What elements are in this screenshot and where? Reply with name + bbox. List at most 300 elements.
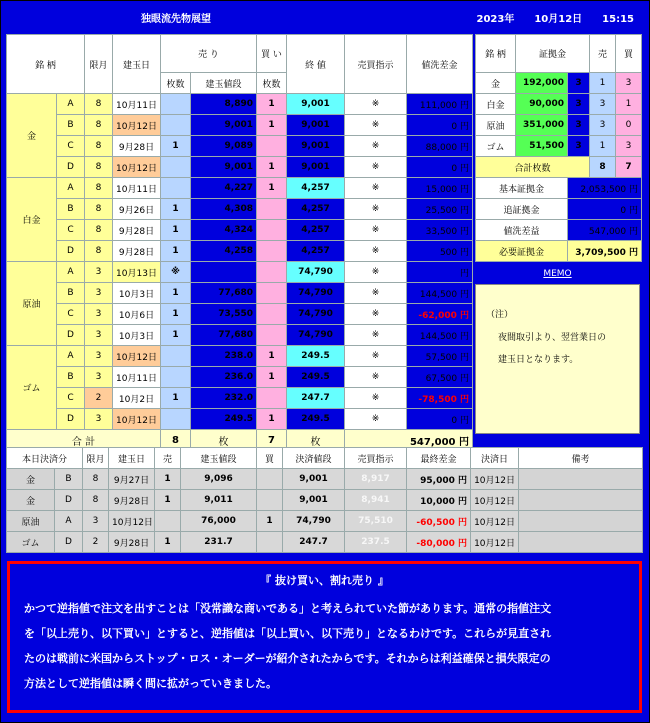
diff-amount: 33,500 円: [407, 220, 473, 241]
col-signal: 売買指示: [345, 35, 407, 94]
stat-value: 3,709,500 円: [568, 241, 642, 262]
settle-price: 76,000: [181, 511, 257, 532]
sell-qty: [161, 346, 191, 367]
diff-amount: 25,500 円: [407, 199, 473, 220]
settle-diff: -60,500 円: [407, 511, 471, 532]
margin-qty: 3: [568, 115, 590, 136]
stat-label: 追証拠金: [476, 199, 568, 220]
close-price: 74,790: [287, 283, 345, 304]
signal: ※: [345, 115, 407, 136]
buy-qty: [257, 304, 287, 325]
sell-qty: 1: [161, 136, 191, 157]
contract-code: B: [57, 283, 85, 304]
r-col-name: 銘 柄: [476, 35, 516, 73]
entry-date: 10月12日: [113, 115, 161, 136]
margin-name: ゴム: [476, 136, 516, 157]
s-col-date: 建玉日: [109, 448, 155, 469]
s-col-sig: 売買指示: [345, 448, 407, 469]
sell-qty: 1: [161, 388, 191, 409]
entry-date: 10月6日: [113, 304, 161, 325]
signal: ※: [345, 157, 407, 178]
buy-qty: 1: [257, 157, 287, 178]
position-row: [7, 241, 473, 262]
stat-label: 基本証拠金: [476, 178, 568, 199]
col-name: 銘 柄: [7, 35, 85, 94]
entry-date: 10月11日: [113, 367, 161, 388]
settle-price: 9,096: [181, 469, 257, 490]
margin-sell: 1: [590, 73, 616, 94]
buy-qty: 1: [257, 346, 287, 367]
s-col-fd: 最終差金: [407, 448, 471, 469]
signal: ※: [345, 199, 407, 220]
position-row: [7, 94, 473, 115]
diff-amount: 0 円: [407, 115, 473, 136]
group-name: 原油: [7, 262, 57, 346]
sell-qty: 1: [161, 241, 191, 262]
contract-code: C: [57, 388, 85, 409]
signal: ※: [345, 388, 407, 409]
diff-amount: 57,500 円: [407, 346, 473, 367]
contract-code: A: [57, 94, 85, 115]
total-buy: 7: [257, 430, 287, 452]
margin-row: [476, 115, 642, 136]
position-row: [7, 178, 473, 199]
close-price: 4,257: [287, 241, 345, 262]
note-line: たのは戦前に米国からストップ・ロス・オーダーが紹介されたからです。それからは利益確保と損失限定の: [24, 652, 551, 665]
close-price: 74,790: [287, 262, 345, 283]
close-price: 9,001: [287, 157, 345, 178]
entry-price: 4,308: [191, 199, 257, 220]
entry-price: 9,001: [191, 157, 257, 178]
signal: ※: [345, 367, 407, 388]
sell-qty: [161, 409, 191, 430]
settle-row: [7, 490, 643, 511]
s-col-sell: 売: [155, 448, 181, 469]
s-col-price: 建玉値段: [181, 448, 257, 469]
settle-row: [7, 511, 643, 532]
memo-line: （注）: [486, 310, 514, 320]
sell-qty: 1: [161, 304, 191, 325]
close-price: 247.7: [287, 388, 345, 409]
entry-price: 238.0: [191, 346, 257, 367]
signal: ※: [345, 346, 407, 367]
stat-row: [476, 178, 642, 199]
signal: ※: [345, 283, 407, 304]
settle-buy: [257, 469, 283, 490]
gen-month: 2: [85, 388, 113, 409]
gen-month: 8: [85, 115, 113, 136]
close-price: 9,001: [287, 94, 345, 115]
contract-code: D: [57, 409, 85, 430]
settle-signal: 237.5: [345, 532, 407, 553]
diff-amount: 67,500 円: [407, 367, 473, 388]
close-price: 4,257: [287, 220, 345, 241]
contract-code: A: [57, 262, 85, 283]
total-label: 合 計: [7, 430, 161, 452]
signal: ※: [345, 241, 407, 262]
gen-month: 8: [85, 178, 113, 199]
settle-price-final: 74,790: [283, 511, 345, 532]
close-price: 249.5: [287, 346, 345, 367]
signal: ※: [345, 409, 407, 430]
gen-month: 3: [85, 409, 113, 430]
sell-qty: 1: [161, 325, 191, 346]
margin-name: 原油: [476, 115, 516, 136]
contract-code: C: [57, 220, 85, 241]
settle-day: 10月12日: [471, 490, 519, 511]
diff-amount: 500 円: [407, 241, 473, 262]
settle-buy: [257, 532, 283, 553]
note-line: 方法として逆指値は瞬く間に拡がっていきました。: [24, 677, 277, 690]
position-row: [7, 262, 473, 283]
position-row: [7, 304, 473, 325]
contract-code: B: [57, 115, 85, 136]
buy-qty: 1: [257, 409, 287, 430]
entry-date: 10月12日: [113, 409, 161, 430]
memo-title: MEMO: [543, 269, 572, 279]
diff-amount: 88,000 円: [407, 136, 473, 157]
settle-price-final: 9,001: [283, 490, 345, 511]
gen-month: 3: [85, 367, 113, 388]
margin-qty: 3: [568, 94, 590, 115]
diff-amount: 144,500 円: [407, 283, 473, 304]
diff-amount: 111,000 円: [407, 94, 473, 115]
gen-month: 3: [85, 346, 113, 367]
memo-box: [475, 284, 640, 434]
positions-table: [6, 34, 473, 452]
settle-day: 10月12日: [471, 532, 519, 553]
settle-name: 金: [7, 490, 55, 511]
entry-date: 9月28日: [113, 136, 161, 157]
settle-date: 9月27日: [109, 469, 155, 490]
settle-signal: 75,510: [345, 511, 407, 532]
entry-date: 10月13日: [113, 262, 161, 283]
total-sell: 8: [161, 430, 191, 452]
buy-qty: [257, 262, 287, 283]
margin-buy: 3: [616, 136, 642, 157]
position-row: [7, 157, 473, 178]
page-title: 独眼流先物展望: [141, 13, 211, 25]
sell-qty: [161, 367, 191, 388]
entry-price: 4,258: [191, 241, 257, 262]
total-buy-unit: 枚: [287, 430, 345, 452]
contract-code: A: [57, 346, 85, 367]
sell-qty: [161, 94, 191, 115]
settle-date: 9月28日: [109, 490, 155, 511]
margin-buy: 3: [616, 73, 642, 94]
settle-row: [7, 469, 643, 490]
margin-qty: 3: [568, 136, 590, 157]
position-row: [7, 220, 473, 241]
s-col-sd: 決済日: [471, 448, 519, 469]
settle-buy: [257, 490, 283, 511]
entry-price: 232.0: [191, 388, 257, 409]
buy-qty: [257, 388, 287, 409]
stat-row: [476, 220, 642, 241]
contract-code: C: [57, 136, 85, 157]
sell-qty: [161, 115, 191, 136]
close-price: 4,257: [287, 178, 345, 199]
group-name: ゴム: [7, 346, 57, 430]
title-bar: [6, 6, 644, 28]
settle-gen: 3: [83, 511, 109, 532]
gen-month: 3: [85, 325, 113, 346]
count-label: 合計枚数: [476, 157, 590, 178]
col-price: 建玉値段: [191, 73, 257, 94]
col-buy-qty: 枚数: [257, 73, 287, 94]
r-col-sell: 売: [590, 35, 616, 73]
buy-qty: 1: [257, 94, 287, 115]
settle-day: 10月12日: [471, 469, 519, 490]
position-row: [7, 325, 473, 346]
gen-month: 8: [85, 241, 113, 262]
r-col-buy: 買: [616, 35, 642, 73]
count-buy: 7: [616, 157, 642, 178]
r-col-margin: 証拠金: [516, 35, 590, 73]
entry-date: 10月2日: [113, 388, 161, 409]
gen-month: 3: [85, 262, 113, 283]
gen-month: 8: [85, 94, 113, 115]
margin-buy: 0: [616, 115, 642, 136]
signal: ※: [345, 325, 407, 346]
entry-price: 9,001: [191, 115, 257, 136]
settle-sell: 1: [155, 490, 181, 511]
count-sell: 8: [590, 157, 616, 178]
buy-qty: [257, 325, 287, 346]
sell-qty: 1: [161, 220, 191, 241]
s-col-sp: 決済値段: [283, 448, 345, 469]
buy-qty: [257, 241, 287, 262]
entry-price: 4,227: [191, 178, 257, 199]
close-price: 4,257: [287, 199, 345, 220]
buy-qty: 1: [257, 115, 287, 136]
settle-diff: -80,000 円: [407, 532, 471, 553]
signal: ※: [345, 136, 407, 157]
s-col-buy: 買: [257, 448, 283, 469]
memo-line: 夜間取引より、翌営業日の: [498, 333, 607, 343]
close-price: 9,001: [287, 136, 345, 157]
signal: ※: [345, 220, 407, 241]
settle-price: 9,011: [181, 490, 257, 511]
total-sell-unit: 枚: [191, 430, 257, 452]
gen-month: 8: [85, 199, 113, 220]
diff-amount: 円: [407, 262, 473, 283]
margin-qty: 3: [568, 73, 590, 94]
col-sell: 売 り: [161, 35, 257, 73]
settle-diff: 95,000 円: [407, 469, 471, 490]
settle-day: 10月12日: [471, 511, 519, 532]
settle-name: 原油: [7, 511, 55, 532]
gen-month: 8: [85, 157, 113, 178]
margin-sell: 3: [590, 94, 616, 115]
sell-qty: 1: [161, 199, 191, 220]
buy-qty: 1: [257, 178, 287, 199]
memo-line: 建玉日となります。: [498, 355, 579, 365]
settle-note: [519, 532, 643, 553]
margin-name: 金: [476, 73, 516, 94]
entry-price: 8,890: [191, 94, 257, 115]
stat-row: [476, 241, 642, 262]
entry-date: 10月12日: [113, 157, 161, 178]
gen-month: 3: [85, 304, 113, 325]
position-row: [7, 367, 473, 388]
settle-gen: 8: [83, 490, 109, 511]
datetime: 2023年 10月12日 15:15: [476, 13, 634, 25]
buy-qty: [257, 283, 287, 304]
signal: ※: [345, 94, 407, 115]
settle-sell: 1: [155, 469, 181, 490]
close-price: 74,790: [287, 304, 345, 325]
entry-date: 9月28日: [113, 220, 161, 241]
note-line: を「以上売り、以下買い」とすると、逆指値は「以上買い、以下売り」となるわけです。これらが見直され: [24, 627, 552, 640]
settle-sell: [155, 511, 181, 532]
margin-table: [475, 34, 642, 262]
margin-sell: 1: [590, 136, 616, 157]
entry-price: 77,680: [191, 325, 257, 346]
entry-price: 236.0: [191, 367, 257, 388]
settlement-table: [6, 447, 643, 553]
settle-signal: 8,941: [345, 490, 407, 511]
note-line: かつて逆指値で注文を出すことは「没常識な商いである」と考えられていた節があります。通常の指値注文: [24, 602, 552, 615]
sell-qty: [161, 157, 191, 178]
col-sell-qty: 枚数: [161, 73, 191, 94]
settle-note: [519, 511, 643, 532]
settle-signal: 8,917: [345, 469, 407, 490]
margin-row: [476, 94, 642, 115]
entry-date: 10月12日: [113, 346, 161, 367]
settle-code: D: [55, 532, 83, 553]
settle-date: 9月28日: [109, 532, 155, 553]
stat-value: 547,000 円: [568, 220, 642, 241]
settle-note: [519, 469, 643, 490]
margin-value: 192,000: [516, 73, 568, 94]
stat-value: 2,053,500 円: [568, 178, 642, 199]
settle-row: [7, 532, 643, 553]
group-name: 白金: [7, 178, 57, 262]
s-col-name: 本日決済分: [7, 448, 83, 469]
settle-buy: 1: [257, 511, 283, 532]
total-diff: 547,000 円: [345, 430, 473, 452]
col-diff: 値洗差金: [407, 35, 473, 94]
position-row: [7, 388, 473, 409]
column-note: [7, 561, 642, 713]
entry-price: 4,324: [191, 220, 257, 241]
entry-date: 10月3日: [113, 283, 161, 304]
position-row: [7, 136, 473, 157]
margin-row: [476, 136, 642, 157]
stat-label: 値洗差益: [476, 220, 568, 241]
margin-value: 51,500: [516, 136, 568, 157]
diff-amount: -62,000 円: [407, 304, 473, 325]
entry-date: 10月3日: [113, 325, 161, 346]
entry-price: 73,550: [191, 304, 257, 325]
entry-date: 9月28日: [113, 241, 161, 262]
entry-price: [191, 262, 257, 283]
settle-code: B: [55, 469, 83, 490]
entry-price: 9,089: [191, 136, 257, 157]
close-price: 249.5: [287, 409, 345, 430]
margin-value: 90,000: [516, 94, 568, 115]
signal: ※: [345, 304, 407, 325]
margin-value: 351,000: [516, 115, 568, 136]
diff-amount: 0 円: [407, 409, 473, 430]
signal: ※: [345, 178, 407, 199]
buy-qty: [257, 199, 287, 220]
sell-qty: [161, 178, 191, 199]
close-price: 74,790: [287, 325, 345, 346]
stat-row: [476, 199, 642, 220]
s-col-gen: 限月: [83, 448, 109, 469]
settle-note: [519, 490, 643, 511]
contract-code: D: [57, 325, 85, 346]
entry-price: 249.5: [191, 409, 257, 430]
contract-code: A: [57, 178, 85, 199]
entry-date: 10月11日: [113, 94, 161, 115]
diff-amount: -78,500 円: [407, 388, 473, 409]
entry-price: 77,680: [191, 283, 257, 304]
col-date: 建玉日: [113, 35, 161, 94]
margin-row: [476, 73, 642, 94]
entry-date: 10月11日: [113, 178, 161, 199]
settle-code: A: [55, 511, 83, 532]
diff-amount: 15,000 円: [407, 178, 473, 199]
gen-month: 8: [85, 136, 113, 157]
settle-gen: 2: [83, 532, 109, 553]
position-row: [7, 346, 473, 367]
settle-gen: 8: [83, 469, 109, 490]
diff-amount: 144,500 円: [407, 325, 473, 346]
sell-qty: ※: [161, 262, 191, 283]
diff-amount: 0 円: [407, 157, 473, 178]
s-col-note: 備考: [519, 448, 643, 469]
position-row: [7, 199, 473, 220]
signal: ※: [345, 262, 407, 283]
group-name: 金: [7, 94, 57, 178]
settle-price: 231.7: [181, 532, 257, 553]
settle-name: ゴム: [7, 532, 55, 553]
position-row: [7, 283, 473, 304]
settle-diff: 10,000 円: [407, 490, 471, 511]
settle-date: 10月12日: [109, 511, 155, 532]
note-title: 『 抜け買い、割れ売り 』: [260, 574, 389, 587]
gen-month: 8: [85, 220, 113, 241]
position-row: [7, 409, 473, 430]
contract-code: D: [57, 157, 85, 178]
col-close: 終 値: [287, 35, 345, 94]
buy-qty: [257, 136, 287, 157]
sell-qty: 1: [161, 283, 191, 304]
settle-price-final: 9,001: [283, 469, 345, 490]
margin-sell: 3: [590, 115, 616, 136]
settle-code: D: [55, 490, 83, 511]
settle-sell: 1: [155, 532, 181, 553]
buy-qty: 1: [257, 367, 287, 388]
close-price: 9,001: [287, 115, 345, 136]
settle-name: 金: [7, 469, 55, 490]
stat-label: 必要証拠金: [476, 241, 568, 262]
buy-qty: [257, 220, 287, 241]
contract-code: B: [57, 199, 85, 220]
settle-price-final: 247.7: [283, 532, 345, 553]
margin-name: 白金: [476, 94, 516, 115]
contract-code: D: [57, 241, 85, 262]
stat-value: 0 円: [568, 199, 642, 220]
contract-code: C: [57, 304, 85, 325]
contract-code: B: [57, 367, 85, 388]
entry-date: 9月26日: [113, 199, 161, 220]
col-buy: 買 い: [257, 35, 287, 73]
position-row: [7, 115, 473, 136]
